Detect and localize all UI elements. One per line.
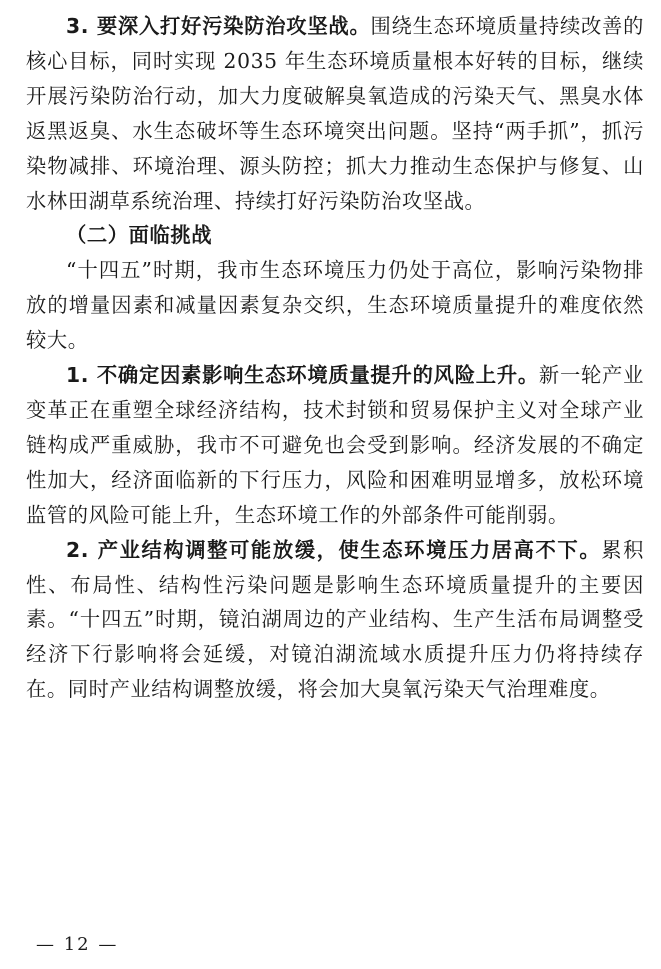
paragraph-industry [26, 533, 644, 708]
paragraph-lead: 1. 不确定因素影响生态环境质量提升的风险上升。 [66, 363, 539, 388]
paragraph-text: 围绕生态环境质量持续改善的核心目标，同时实现 2035 年生态环境质量根本好转的目标，继续开展污染防治行动，加大力度破解臭氧造成的污染天气、黑臭水体返黑返臭、水生态破坏等生态环境突出问题。坚持“两手抓”，抓污染物减排、环境治理、源头防控；抓大力推动生态保护与修复、山水林田湖草系统治理、持续打好污染防治攻坚战。 [26, 14, 644, 213]
paragraph-text: 累积性、布局性、结构性污染问题是影响生态环境质量提升的主要因素。“十四五”时期，镜泊湖周边的产业结构、生产生活布局调整受经济下行影响将会延缓，对镜泊湖流域水质提升压力仍将持续存在。同时产业结构调整放缓，将会加大臭氧污染天气治理难度。 [26, 537, 644, 702]
paragraph-lead: 2. 产业结构调整可能放缓，使生态环境压力居高不下。 [66, 537, 602, 562]
document-page [26, 9, 644, 707]
page-number: — 12 — [36, 934, 119, 955]
paragraph-text: 新一轮产业变革正在重塑全球经济结构，技术封锁和贸易保护主义对全球产业链构成严重威胁，我市不可避免也会受到影响。经济发展的不确定性加大，经济面临新的下行压力，风险和困难明显增多，放松环境监管的风险可能上升，生态环境工作的外部条件可能削弱。 [26, 363, 644, 527]
paragraph-fight-pollution [26, 9, 644, 218]
paragraph-intro [26, 253, 644, 358]
section-heading: （二）面临挑战 [66, 223, 213, 248]
paragraph-lead: 3. 要深入打好污染防治攻坚战。 [66, 14, 371, 38]
paragraph-uncertainty [26, 358, 644, 533]
paragraph-text: “十四五”时期，我市生态环境压力仍处于高位，影响污染物排放的增量因素和减量因素复杂交织，生态环境质量提升的难度依然较大。 [26, 258, 644, 353]
